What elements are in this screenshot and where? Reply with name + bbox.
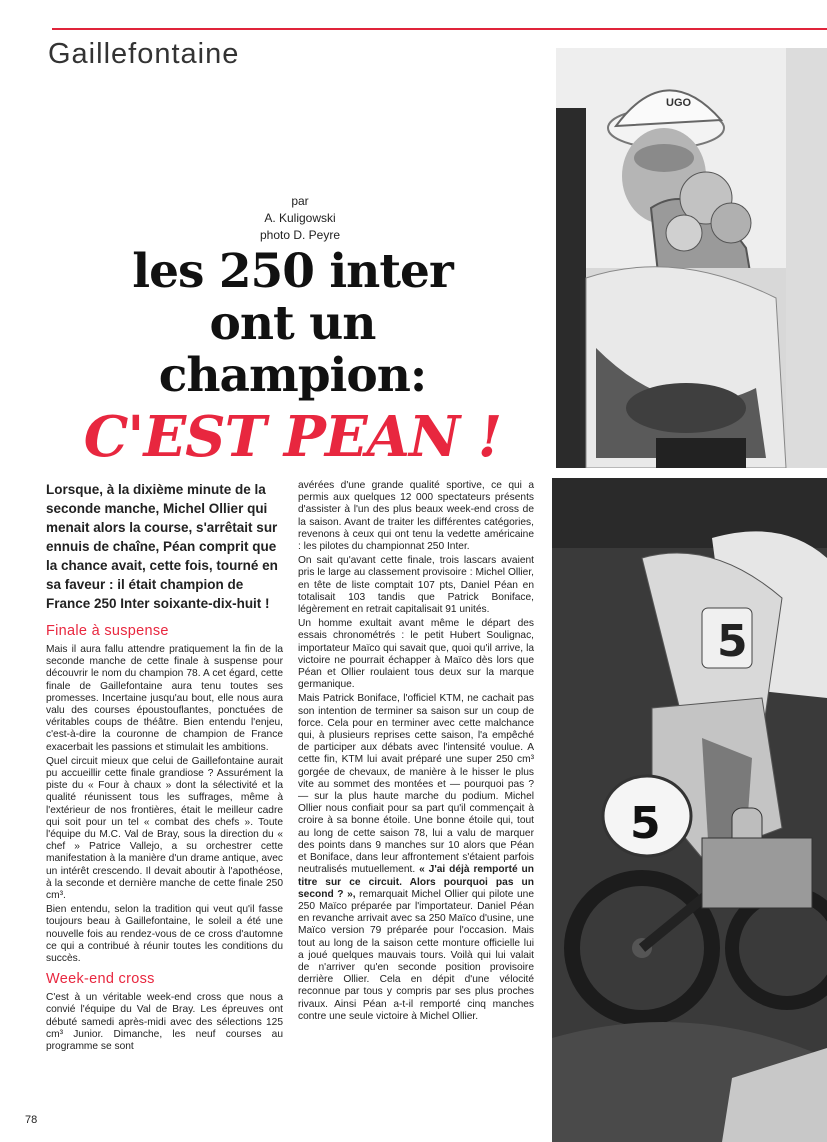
byline-photo: photo D. Peyre xyxy=(259,228,341,242)
body-paragraph: Quel circuit mieux que celui de Gaillefontaine aurait pu accueillir cette finale grandiose ? Assurément la piste du « Four à chaux » dont la sélectivité et la qualité réunissent tous les suffrages, même à l'extérieur de nos frontières, était le meilleur cadre qui soit pour un tel « combat des chefs ». Toute l'équipe du M.C. Val de Bray, sous la direction du « chef » Patrice Vallejo, a su orchestrer cette manifestation à la manière d'un drame antique, avec un intérêt crescendo. Il devait aboutir à l'apothéose, à la seconde et dernière manche de cette finale 250 cm³. xyxy=(46,755,283,902)
body-paragraph: On sait qu'avant cette finale, trois lascars avaient pris le large au classement provisoire : Michel Ollier, en tête de liste comptait 107 pts, Daniel Péan en totalisait 103 tandis que Patrick Boniface, légèrement en retrait capitalisait 91 unités. xyxy=(298,555,534,616)
body-paragraph: Un homme exultait avant même le départ des essais chronométrés : le petit Hubert Soulignac, importateur Maïco qui savait que, quoi qu'il arrive, la victoire ne pourrait échapper à Maïco dès lors que Péan et Ollier roulaient tous deux sur la marque germanique. xyxy=(298,618,534,691)
motocross-illustration xyxy=(552,478,827,1142)
rider-number: 5 xyxy=(717,616,748,667)
body-paragraph xyxy=(298,693,534,1022)
body-paragraph: avérées d'une grande qualité sportive, ce qui a permis aux quelques 12 000 spectateurs présents d'assister à l'un des plus beaux week-end cross de la saison. Avant de traiter les différentes catégories, revenons à ceux qui ont tenu la vedette américaine : les pilotes du championnat 250 Inter. xyxy=(298,480,534,553)
page-number: 78 xyxy=(25,1114,38,1126)
top-rule xyxy=(52,28,827,30)
body-paragraph: Mais il aura fallu attendre pratiquement la fin de la seconde manche de cette finale à suspense pour découvrir le nom du champion 78. A cet égard, cette finale de Gaillefontaine aura tenu toutes ses promesses. Incertaine jusqu'au bout, elle nous aura valu des courses époustouflantes, ponctuées de véritables coups de théâtre. Bien entendu l'enjeu, c'est-à-dire la couronne de champion de France exacerbait les passions et stimulait les ambitions. xyxy=(46,644,283,753)
headline-highlight: C'EST PEAN ! xyxy=(83,404,502,470)
subheading-weekend: Week-end cross xyxy=(46,971,155,988)
article-column-1 xyxy=(46,480,283,1055)
bike-number: 5 xyxy=(630,798,661,849)
headline-line-1: les 250 inter xyxy=(132,244,453,299)
lead-paragraph: Lorsque, à la dixième minute de la seconde manche, Michel Ollier qui menait alors la course, s'arrêtait sur ennuis de chaîne, Péan comprit que la chance avait, cette fois, tourné en sa faveur : il était champion de France 250 Inter soixante-dix-huit ! xyxy=(46,482,278,611)
headline-line-3: champion: xyxy=(158,348,427,403)
article-column-2 xyxy=(298,480,534,1025)
motocross-action-photo xyxy=(552,478,827,1142)
portrait-illustration xyxy=(556,48,827,468)
body-text: remarquait Michel Ollier qui pilote une 250 Maïco préparée par l'importateur. Daniel Péan en revanche arrivait avec sa 250 Maïco d'usine, une Maïco version 79 préparée pour l'occasion. Mais tout au long de la saison cette monture officielle lui a joué quelques mauvais tours. Voilà qui lui valait de n'arriver qu'en seconde position provisoire derrière Ollier. Cela en dépit d'une vélocité reconnue par tous y compris par ses plus proches rivaux. Ainsi Péan a-t-il remporté cinq manches contre une seule victoire à Michel Ollier. xyxy=(298,888,534,1022)
headline xyxy=(20,246,565,470)
body-paragraph: Bien entendu, selon la tradition qui veut qu'il fasse toujours beau à Gaillefontaine, le soleil a été une nouvelle fois au rendez-vous de ce cross d'automne ce qui a contribué à réunir toutes les conditions du succès. xyxy=(46,904,283,965)
subheading-finale: Finale à suspense xyxy=(46,623,169,639)
cap-logo-text: UGO xyxy=(666,97,692,109)
champion-portrait-photo xyxy=(556,48,827,468)
headline-line-2: ont un xyxy=(209,296,376,351)
body-text: Mais Patrick Boniface, l'officiel KTM, ne cachait pas son intention de terminer sa saison sur un coup de force. Cela pour en terminer avec cette malchance qui, à plusieurs reprises cette saison, l'a empêché de participer aux débats avec l'intensité voulue. A cette fin, KTM lui avait préparé une super 250 cm³ gorgée de chevaux, de manière à le hisser le plus vite au sommet des montées et — pourquoi pas ? — sur la plus haute marche du podium. Michel Ollier nous confiait pour sa part qu'il commençait à croire à sa bonne étoile. Une bonne étoile qui, tout au long de cette saison 78, lui a valu de marquer des points dans 9 manches sur 10 alors que Péan et Boniface, dans leur affrontement s'étaient parfois neutralisés mutuellement. xyxy=(298,693,534,876)
byline xyxy=(190,193,410,244)
byline-author: A. Kuligowski xyxy=(264,211,336,225)
section-title: Gaillefontaine xyxy=(48,38,240,70)
ollier-quote: « J'ai déjà remporté un titre sur ce circuit. Alors pourquoi pas un second ? », xyxy=(298,864,534,900)
byline-par: par xyxy=(291,194,309,208)
body-paragraph: C'est à un véritable week-end cross que nous a convié l'équipe du Val de Bray. Les épreuves ont débuté samedi après-midi avec des sélections 125 cm³ Junior. Dimanche, les neuf courses au programme se sont xyxy=(46,992,283,1053)
